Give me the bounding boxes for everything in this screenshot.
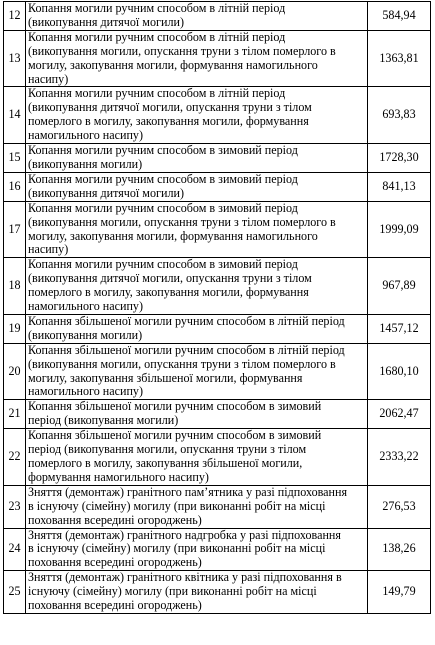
description-line: Зняття (демонтаж) гранітного надгробка у разі підпоховання (28, 528, 341, 542)
row-number: 16 (4, 172, 26, 201)
service-price: 841,13 (368, 172, 431, 201)
price-table (3, 1, 431, 614)
service-description (26, 144, 368, 173)
service-description (26, 429, 368, 486)
row-number: 24 (4, 528, 26, 571)
row-number: 14 (4, 87, 26, 144)
description-line: формування намогильного насипу) (28, 470, 209, 484)
description-line: насипу) (28, 72, 69, 86)
description-line: намогильного насипу) (28, 129, 143, 143)
table-row (4, 571, 431, 614)
table-row (4, 201, 431, 258)
service-price: 967,89 (368, 258, 431, 315)
service-price: 1728,30 (368, 144, 431, 173)
service-price: 1680,10 (368, 343, 431, 400)
description-line: (викопування могили) (28, 328, 143, 342)
row-number: 13 (4, 30, 26, 87)
description-line: поховання всередині огороджень) (28, 599, 202, 613)
row-number: 15 (4, 144, 26, 173)
service-price: 584,94 (368, 2, 431, 31)
row-number: 23 (4, 485, 26, 528)
description-line: період (викопування могили) (28, 414, 179, 428)
service-description (26, 314, 368, 343)
service-description (26, 528, 368, 571)
description-line: (викопування могили, опускання труни з тілом померлого в (28, 215, 336, 229)
description-line: Копання збільшеної могили ручним способом в літній період (28, 314, 345, 328)
description-line: (викопування дитячої могили, опускання труни з тілом (28, 272, 312, 286)
description-line: Копання збільшеної могили ручним способом в літній період (28, 343, 345, 357)
row-number: 21 (4, 400, 26, 429)
table-row (4, 2, 431, 31)
service-description (26, 87, 368, 144)
service-description (26, 258, 368, 315)
description-line: в існуючу (сімейну) могилу (при виконанні робіт на місці (28, 499, 326, 513)
service-description (26, 343, 368, 400)
table-row (4, 343, 431, 400)
row-number: 25 (4, 571, 26, 614)
service-price: 693,83 (368, 87, 431, 144)
description-line: Копання могили ручним способом в зимовий період (28, 201, 298, 215)
row-number: 17 (4, 201, 26, 258)
description-line: поховання всередині огороджень) (28, 513, 202, 527)
description-line: поховання всередині огороджень) (28, 556, 202, 570)
service-description (26, 2, 368, 31)
description-line: Копання могили ручним способом в зимовий період (28, 258, 298, 272)
description-line: могилу, закопування могили, формування намогильного (28, 229, 318, 243)
table-row (4, 400, 431, 429)
table-row (4, 30, 431, 87)
description-line: Копання могили ручним способом в зимовий період (28, 144, 298, 158)
row-number: 20 (4, 343, 26, 400)
service-price: 2333,22 (368, 429, 431, 486)
description-line: намогильного насипу) (28, 300, 143, 314)
table-row (4, 144, 431, 173)
description-line: могилу, закопування могили, формування намогильного (28, 58, 318, 72)
service-price: 2062,47 (368, 400, 431, 429)
description-line: (викопування могили) (28, 157, 143, 171)
description-line: Копання збільшеної могили ручним способом в зимовий (28, 429, 322, 443)
description-line: (викопування могили, опускання труни з тілом померлого в (28, 357, 336, 371)
service-price: 276,53 (368, 485, 431, 528)
description-line: Зняття (демонтаж) гранітного пам’ятника у разі підпоховання (28, 485, 348, 499)
service-description (26, 30, 368, 87)
description-line: насипу) (28, 243, 69, 257)
description-line: (викопування дитячої могили) (28, 186, 184, 200)
description-line: (викопування дитячої могили, опускання труни з тілом (28, 101, 312, 115)
description-line: могилу, закопування збільшеної могили, формування (28, 371, 303, 385)
description-line: Копання могили ручним способом в літній період (28, 2, 286, 15)
description-line: (викопування дитячої могили) (28, 15, 184, 29)
table-row (4, 528, 431, 571)
service-description (26, 571, 368, 614)
table-row (4, 429, 431, 486)
description-line: Копання збільшеної могили ручним способом в зимовий (28, 400, 322, 414)
table-row (4, 485, 431, 528)
service-price: 138,26 (368, 528, 431, 571)
service-description (26, 400, 368, 429)
description-line: в існуючу (сімейну) могилу (при виконанні робіт на місці (28, 542, 326, 556)
row-number: 22 (4, 429, 26, 486)
table-row (4, 87, 431, 144)
service-description (26, 485, 368, 528)
table-row (4, 314, 431, 343)
service-price: 149,79 (368, 571, 431, 614)
description-line: померлого в могилу, закопування збільшеної могили, (28, 457, 303, 470)
description-line: (викопування могили, опускання труни з тілом померлого в (28, 44, 336, 58)
row-number: 18 (4, 258, 26, 315)
service-price: 1999,09 (368, 201, 431, 258)
description-line: померлого в могилу, закопування могили, формування (28, 115, 309, 129)
table-row (4, 172, 431, 201)
service-price: 1363,81 (368, 30, 431, 87)
row-number: 12 (4, 2, 26, 31)
description-line: період (викопування могили, опускання труни з тілом (28, 443, 307, 457)
description-line: Зняття (демонтаж) гранітного квітника у разі підпоховання в (28, 571, 342, 585)
description-line: Копання могили ручним способом в зимовий період (28, 172, 298, 186)
description-line: Копання могили ручним способом в літній період (28, 87, 286, 101)
service-price: 1457,12 (368, 314, 431, 343)
row-number: 19 (4, 314, 26, 343)
service-description (26, 201, 368, 258)
description-line: існуючу (сімейну) могилу (при виконанні робіт на місці (28, 585, 317, 599)
description-line: намогильного насипу) (28, 385, 143, 399)
price-table-body (4, 2, 431, 614)
description-line: померлого в могилу, закопування могили, формування (28, 286, 309, 300)
service-description (26, 172, 368, 201)
table-row (4, 258, 431, 315)
description-line: Копання могили ручним способом в літній період (28, 30, 286, 44)
